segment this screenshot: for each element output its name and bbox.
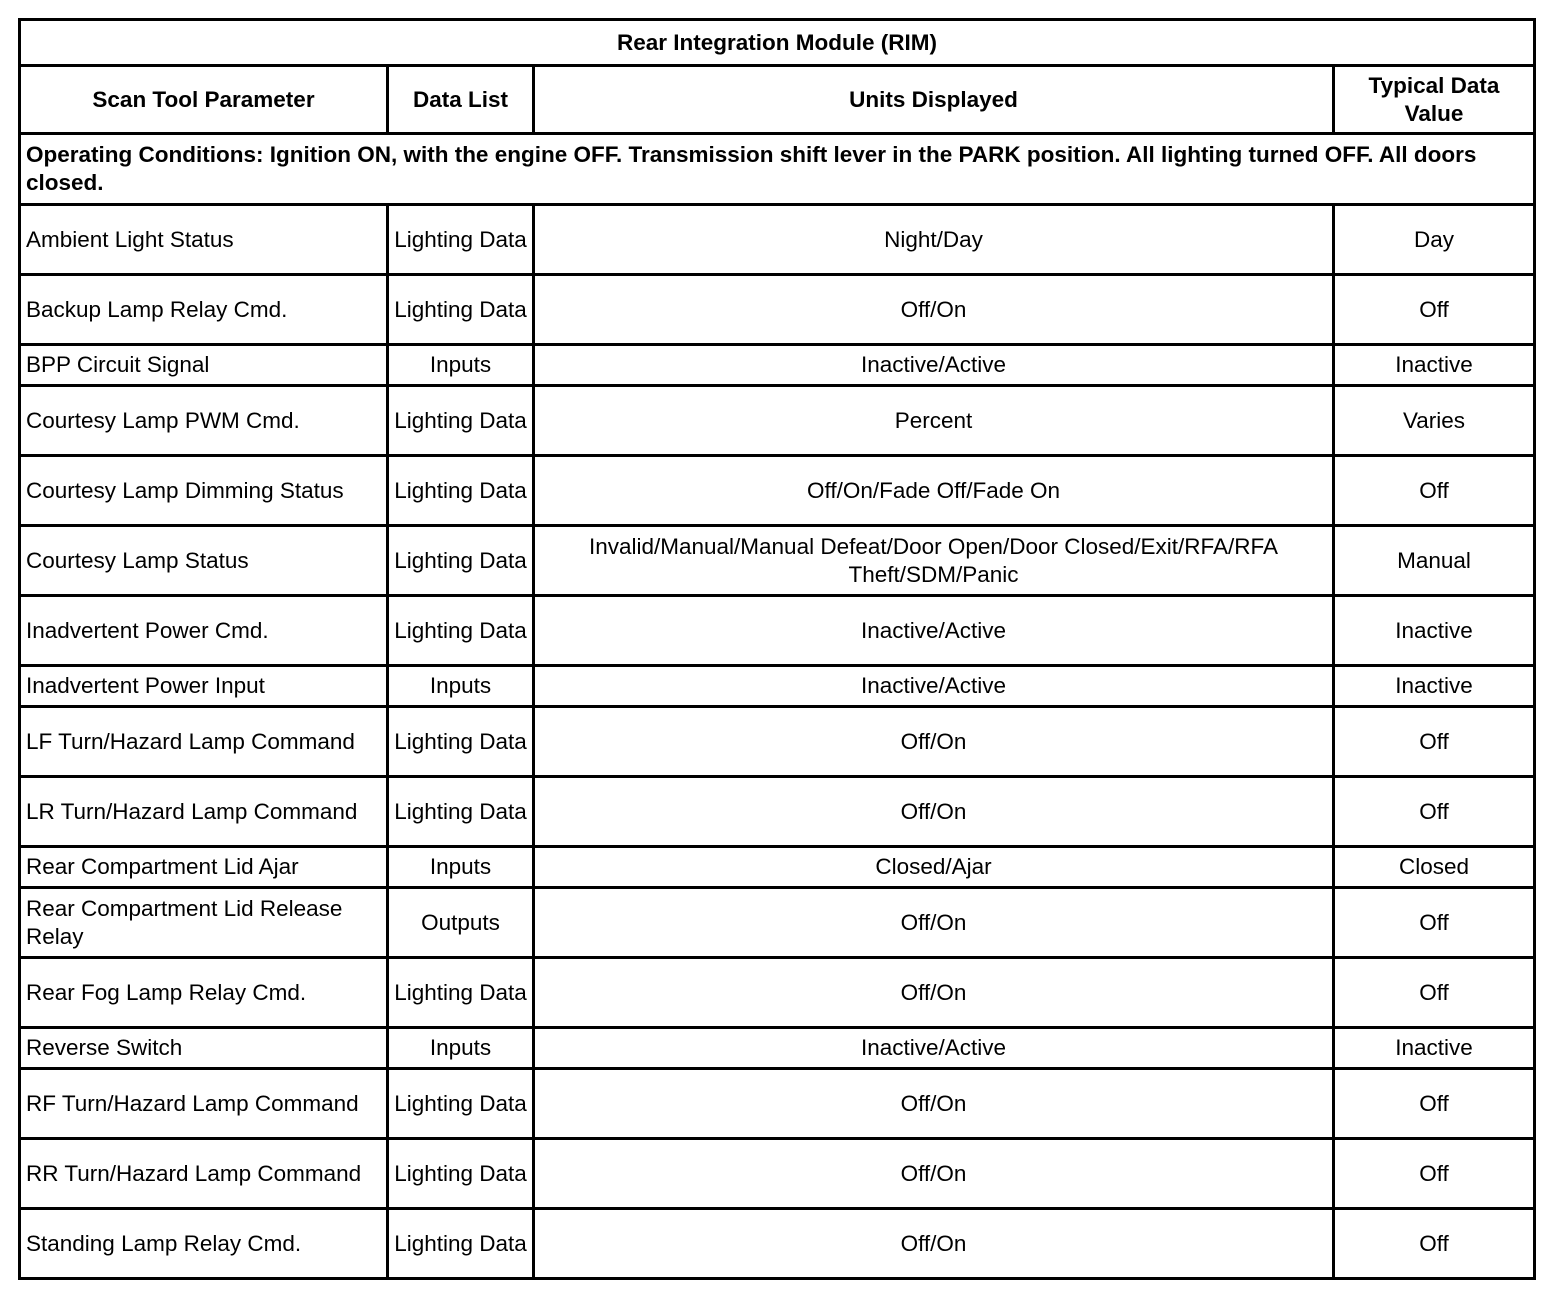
row-units: Off/On — [534, 958, 1334, 1028]
row-data-list: Outputs — [388, 888, 534, 958]
table-row — [20, 1069, 1535, 1139]
row-typical-value: Inactive — [1334, 345, 1535, 386]
header-typical-data-value: Typical Data Value — [1334, 66, 1535, 134]
table-row — [20, 888, 1535, 958]
row-parameter: Inadvertent Power Input — [20, 666, 388, 707]
row-units: Night/Day — [534, 205, 1334, 275]
row-parameter: RF Turn/Hazard Lamp Command — [20, 1069, 388, 1139]
row-units: Off/On — [534, 275, 1334, 345]
row-units: Off/On — [534, 1069, 1334, 1139]
row-units: Off/On — [534, 707, 1334, 777]
row-typical-value: Off — [1334, 777, 1535, 847]
header-row — [20, 66, 1535, 134]
row-data-list: Lighting Data — [388, 526, 534, 596]
row-parameter: Courtesy Lamp PWM Cmd. — [20, 386, 388, 456]
row-parameter: Inadvertent Power Cmd. — [20, 596, 388, 666]
operating-conditions: Operating Conditions: Ignition ON, with the engine OFF. Transmission shift lever in the PARK position. All lighting turned OFF. All doors closed. — [20, 134, 1535, 205]
row-parameter: Standing Lamp Relay Cmd. — [20, 1209, 388, 1279]
row-parameter: RR Turn/Hazard Lamp Command — [20, 1139, 388, 1209]
row-units: Off/On/Fade Off/Fade On — [534, 456, 1334, 526]
row-data-list: Lighting Data — [388, 1139, 534, 1209]
row-data-list: Inputs — [388, 345, 534, 386]
row-parameter: Rear Compartment Lid Ajar — [20, 847, 388, 888]
row-units: Inactive/Active — [534, 345, 1334, 386]
header-data-list: Data List — [388, 66, 534, 134]
row-data-list: Lighting Data — [388, 707, 534, 777]
row-parameter: Courtesy Lamp Dimming Status — [20, 456, 388, 526]
row-units: Inactive/Active — [534, 596, 1334, 666]
row-units: Invalid/Manual/Manual Defeat/Door Open/Door Closed/Exit/RFA/RFA Theft/SDM/Panic — [534, 526, 1334, 596]
row-parameter: LF Turn/Hazard Lamp Command — [20, 707, 388, 777]
row-data-list: Inputs — [388, 847, 534, 888]
row-parameter: LR Turn/Hazard Lamp Command — [20, 777, 388, 847]
row-typical-value: Closed — [1334, 847, 1535, 888]
row-typical-value: Off — [1334, 707, 1535, 777]
row-data-list: Inputs — [388, 666, 534, 707]
row-typical-value: Inactive — [1334, 666, 1535, 707]
row-data-list: Lighting Data — [388, 958, 534, 1028]
row-units: Inactive/Active — [534, 1028, 1334, 1069]
table-row — [20, 1209, 1535, 1279]
table-row — [20, 205, 1535, 275]
row-typical-value: Off — [1334, 1139, 1535, 1209]
row-typical-value: Off — [1334, 1069, 1535, 1139]
row-parameter: Courtesy Lamp Status — [20, 526, 388, 596]
row-data-list: Lighting Data — [388, 1209, 534, 1279]
row-typical-value: Manual — [1334, 526, 1535, 596]
row-parameter: Rear Compartment Lid Release Relay — [20, 888, 388, 958]
table-row — [20, 958, 1535, 1028]
row-typical-value: Off — [1334, 888, 1535, 958]
table-row — [20, 345, 1535, 386]
row-typical-value: Off — [1334, 1209, 1535, 1279]
row-parameter: Reverse Switch — [20, 1028, 388, 1069]
header-units-displayed: Units Displayed — [534, 66, 1334, 134]
row-data-list: Lighting Data — [388, 596, 534, 666]
row-typical-value: Inactive — [1334, 596, 1535, 666]
table-row — [20, 1139, 1535, 1209]
row-typical-value: Day — [1334, 205, 1535, 275]
row-data-list: Inputs — [388, 1028, 534, 1069]
row-units: Closed/Ajar — [534, 847, 1334, 888]
table-row — [20, 1028, 1535, 1069]
row-parameter: Backup Lamp Relay Cmd. — [20, 275, 388, 345]
row-data-list: Lighting Data — [388, 386, 534, 456]
table-row — [20, 666, 1535, 707]
row-typical-value: Inactive — [1334, 1028, 1535, 1069]
table-row — [20, 526, 1535, 596]
table-row — [20, 596, 1535, 666]
row-parameter: BPP Circuit Signal — [20, 345, 388, 386]
row-typical-value: Off — [1334, 275, 1535, 345]
row-units: Off/On — [534, 777, 1334, 847]
table-row — [20, 707, 1535, 777]
table-row — [20, 386, 1535, 456]
row-units: Off/On — [534, 888, 1334, 958]
table-row — [20, 275, 1535, 345]
row-data-list: Lighting Data — [388, 777, 534, 847]
row-units: Off/On — [534, 1139, 1334, 1209]
row-data-list: Lighting Data — [388, 275, 534, 345]
row-typical-value: Off — [1334, 958, 1535, 1028]
rim-data-table — [18, 18, 1536, 1280]
table-row — [20, 777, 1535, 847]
table-row — [20, 456, 1535, 526]
operating-conditions-row — [20, 134, 1535, 205]
row-typical-value: Varies — [1334, 386, 1535, 456]
row-parameter: Rear Fog Lamp Relay Cmd. — [20, 958, 388, 1028]
table-row — [20, 847, 1535, 888]
header-scan-tool-parameter: Scan Tool Parameter — [20, 66, 388, 134]
row-data-list: Lighting Data — [388, 456, 534, 526]
row-typical-value: Off — [1334, 456, 1535, 526]
row-data-list: Lighting Data — [388, 205, 534, 275]
row-units: Percent — [534, 386, 1334, 456]
row-units: Off/On — [534, 1209, 1334, 1279]
row-units: Inactive/Active — [534, 666, 1334, 707]
title-row — [20, 20, 1535, 66]
row-data-list: Lighting Data — [388, 1069, 534, 1139]
table-title: Rear Integration Module (RIM) — [20, 20, 1535, 66]
row-parameter: Ambient Light Status — [20, 205, 388, 275]
